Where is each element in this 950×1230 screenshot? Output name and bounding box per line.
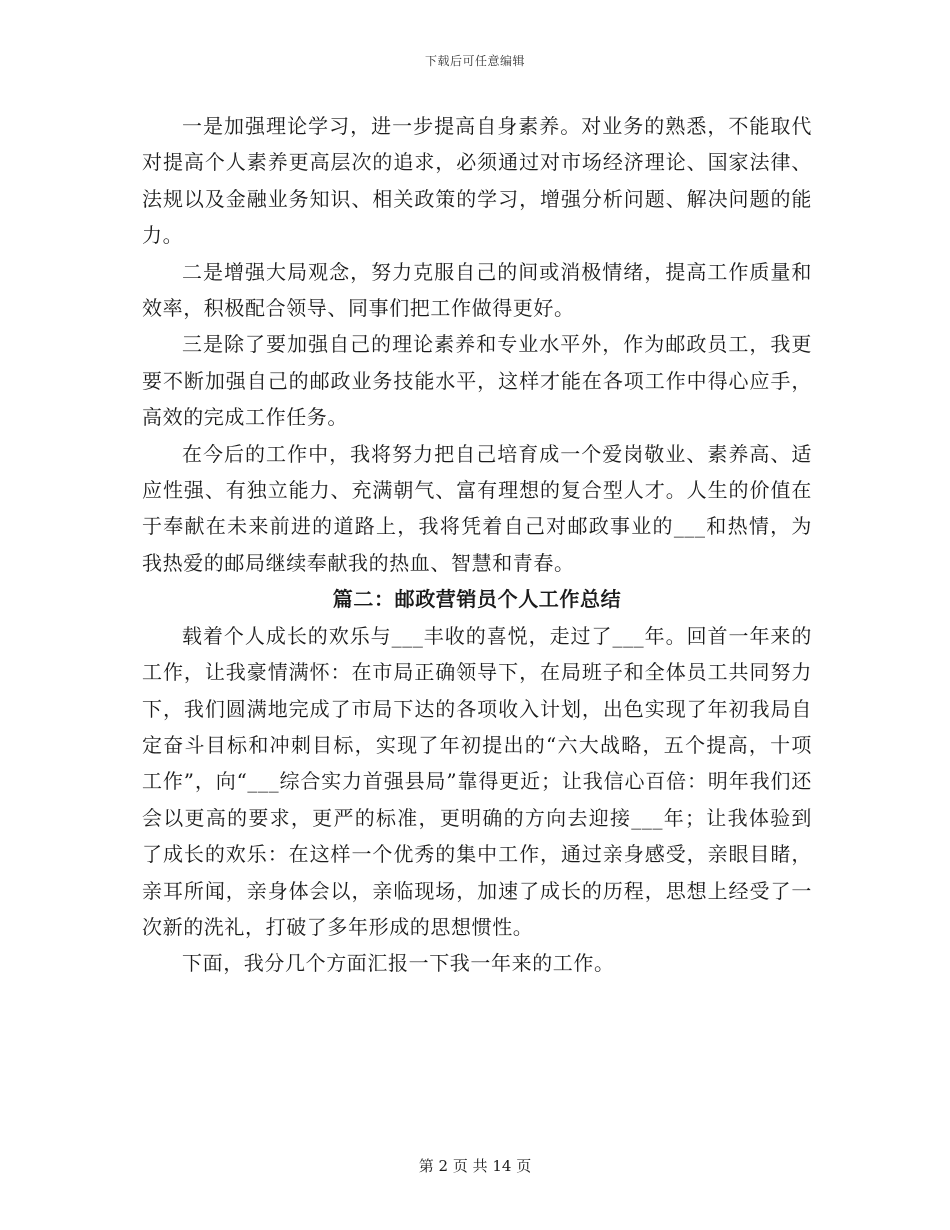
page-header: 下载后可任意编辑 <box>424 54 525 68</box>
document-body <box>142 108 812 982</box>
paragraph-future-work: 在今后的工作中，我将努力把自己培育成一个爱岗敬业、素养高、适应性强、有独立能力、充满朝气、富有理想的复合型人才。人生的价值在于奉献在未来前进的道路上，我将凭着自己对邮政事业的___和热情，为我热爱的邮局继续奉献我的热血、智慧和青春。 <box>142 441 812 575</box>
paragraph-year-review: 载着个人成长的欢乐与___丰收的喜悦，走过了___年。回首一年来的工作，让我豪情满怀：在市局正确领导下，在局班子和全体员工共同努力下，我们圆满地完成了市局下达的各项收入计划，出色实现了年初我局自定奋斗目标和冲刺目标，实现了年初提出的“六大战略，五个提高，十项工作”，向“___综合实力首强县局”靠得更近；让我信心百倍：明年我们还会以更高的要求，更严的标准，更明确的方向去迎接___年；让我体验到了成长的欢乐：在这样一个优秀的集中工作，通过亲身感受，亲眼目睹，亲耳所闻，亲身体会以，亲临现场，加速了成长的历程，思想上经受了一次新的洗礼，打破了多年形成的思想惯性。 <box>142 623 812 939</box>
paragraph-report-intro: 下面，我分几个方面汇报一下我一年来的工作。 <box>182 951 615 976</box>
section-title: 篇二：邮政营销员个人工作总结 <box>332 587 622 612</box>
page-number: 第 2 页 共 14 页 <box>418 1157 532 1175</box>
paragraph-theory-study: 一是加强理论学习，进一步提高自身素养。对业务的熟悉，不能取代对提高个人素养更高层次的追求，必须通过对市场经济理论、国家法律、法规以及金融业务知识、相关政策的学习，增强分析问题、解决问题的能力。 <box>142 114 812 248</box>
paragraph-big-picture: 二是增强大局观念，努力克服自己的间或消极情绪，提高工作质量和效率，积极配合领导、同事们把工作做得更好。 <box>142 259 812 321</box>
paragraph-business-skills: 三是除了要加强自己的理论素养和专业水平外，作为邮政员工，我更要不断加强自己的邮政业务技能水平，这样才能在各项工作中得心应手，高效的完成工作任务。 <box>142 332 812 430</box>
